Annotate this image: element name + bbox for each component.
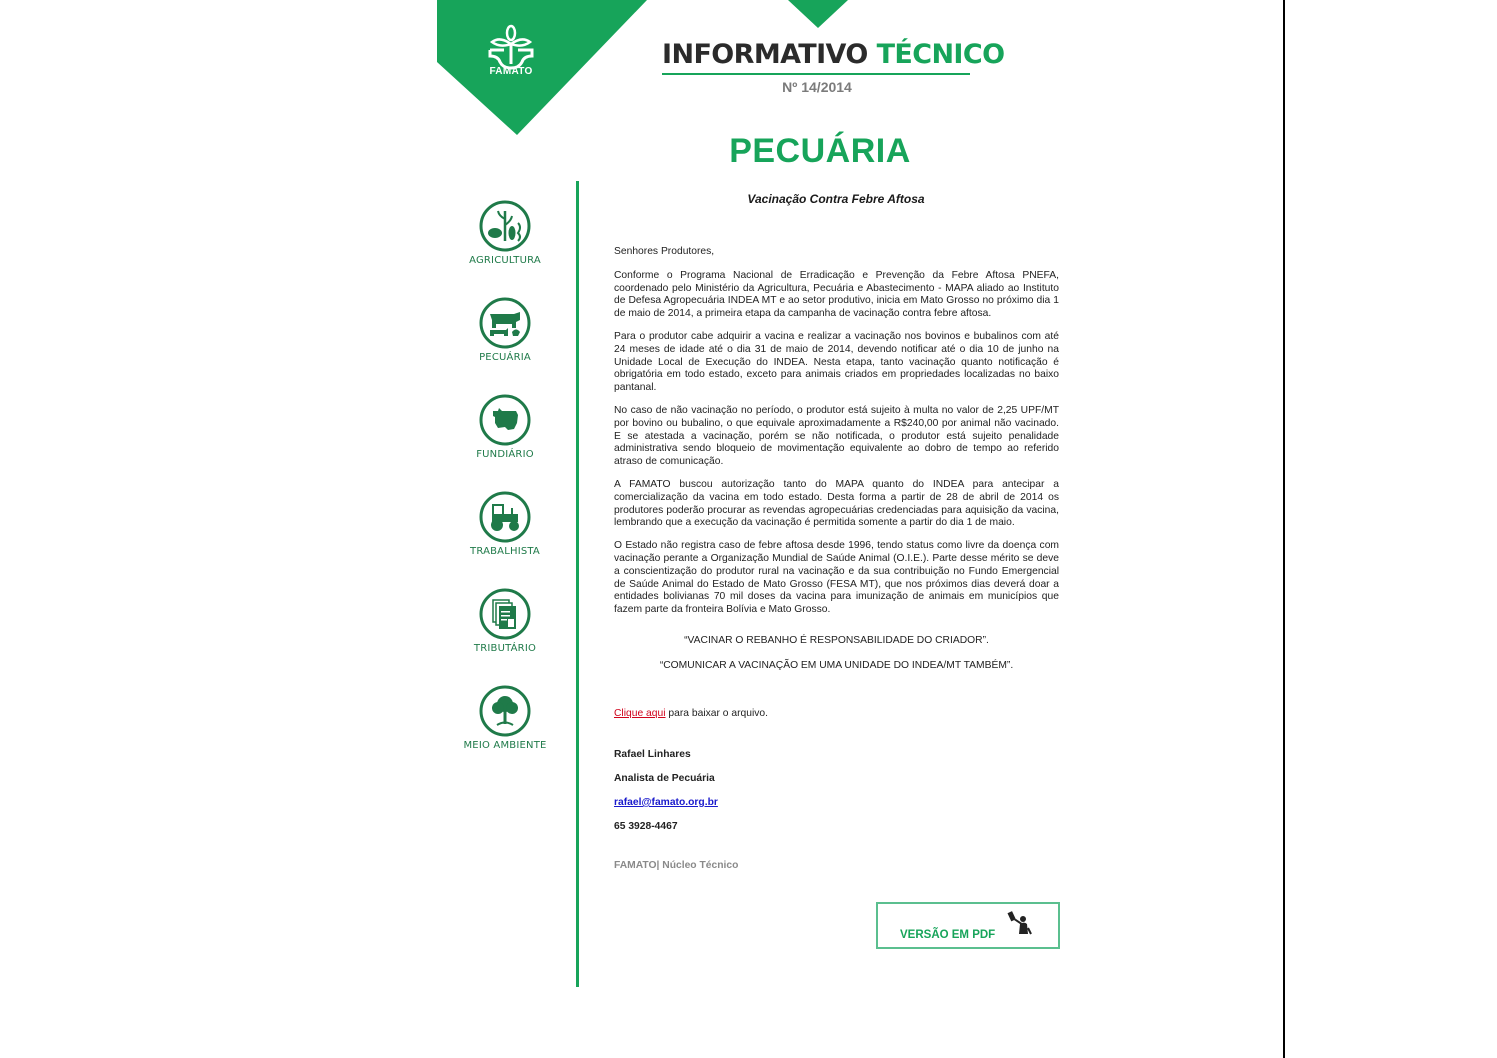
livestock-icon	[478, 296, 532, 350]
pdf-version-button[interactable]	[876, 902, 1060, 949]
sidebar-item-pecuaria[interactable]	[450, 296, 560, 363]
sidebar-label: MEIO AMBIENTE	[463, 740, 547, 751]
download-line	[614, 708, 1059, 721]
pdf-button-label: VERSÃO EM PDF	[900, 929, 996, 941]
quote: “VACINAR O REBANHO É RESPONSABILIDADE DO CRIADOR”.	[684, 634, 989, 646]
author-role: Analista de Pecuária	[614, 773, 715, 785]
sidebar-item-trabalhista[interactable]	[450, 490, 560, 557]
page-edge-rule	[1283, 0, 1285, 1058]
documents-icon	[478, 587, 532, 641]
author-email-link[interactable]: rafael@famato.org.br	[614, 796, 718, 808]
masthead-title	[662, 38, 1005, 72]
sidebar-item-agricultura[interactable]	[450, 199, 560, 266]
paragraph: No caso de não vacinação no período, o produtor está sujeito à multa no valor de 2,25 UPF/MT por bovino ou bubalino, o que equivale aproximadamente a R$240,00 por animal não vacinado. E se atestada a vacinação, porém se não notificada, o produtor está sujeito penalidade administrativa sendo bloqueio de movimentação equivalente ao dobro de tempo ao referido atraso de comunicação.	[614, 404, 1059, 468]
sidebar-item-tributario[interactable]	[450, 587, 560, 654]
paragraph: A FAMATO buscou autorização tanto do MAPA quanto do INDEA para antecipar a comercialização da vacina em todo estado. Desta forma a partir de 28 de abril de 2014 os produtores poderão procurar as revendas agropecuárias credenciadas para aquisição da vacina, lembrando que a execução da vacinação é permitida somente a partir do dia 1 de maio.	[614, 478, 1059, 529]
sidebar-label: PECUÁRIA	[479, 352, 531, 363]
green-divider	[576, 181, 579, 987]
tree-icon	[478, 684, 532, 738]
masthead-part2: TÉCNICO	[876, 39, 1005, 70]
agriculture-icon	[478, 199, 532, 253]
sidebar-label: TRABALHISTA	[470, 546, 540, 557]
greeting: Senhores Produtores,	[614, 246, 715, 257]
sidebar-label: AGRICULTURA	[469, 255, 541, 266]
sidebar-label: TRIBUTÁRIO	[473, 643, 537, 654]
article-subtitle: Vacinação Contra Febre Aftosa	[747, 192, 925, 206]
footer-note: FAMATO| Núcleo Técnico	[614, 859, 739, 871]
logo-text: FAMATO	[489, 66, 533, 77]
download-link[interactable]: Clique aqui	[614, 707, 666, 719]
quote: “COMUNICAR A VACINAÇÃO EM UMA UNIDADE DO INDEA/MT TAMBÉM”.	[659, 659, 1014, 671]
sidebar-item-meio-ambiente[interactable]	[450, 684, 560, 751]
author-phone: 65 3928-4467	[614, 820, 678, 832]
sidebar-label: FUNDIÁRIO	[476, 449, 534, 460]
header-small-triangle	[788, 0, 848, 28]
section-title: PECUÁRIA	[729, 132, 911, 170]
tractor-icon	[478, 490, 532, 544]
issue-number: Nº 14/2014	[782, 79, 852, 95]
person-reading-icon	[1006, 910, 1034, 938]
masthead-part1: INFORMATIVO	[662, 39, 868, 70]
sidebar-item-fundiario[interactable]	[450, 393, 560, 460]
masthead	[662, 38, 1005, 95]
paragraph: Para o produtor cabe adquirir a vacina e realizar a vacinação nos bovinos e bubalinos com até 24 meses de idade até o dia 31 de maio de 2014, devendo notificar até o dia 10 de junho na Unidade Local de Execução do INDEA. Nesta etapa, tanto vacinação quanto notificação é obrigatória em todo estado, exceto para animais criados em propriedades localizadas no baixo pantanal.	[614, 330, 1059, 394]
quotes	[614, 635, 1059, 673]
land-map-icon	[478, 393, 532, 447]
download-text: para baixar o arquivo.	[665, 707, 768, 719]
masthead-underline	[662, 73, 970, 75]
paragraph: Conforme o Programa Nacional de Erradicação e Prevenção da Febre Aftosa PNEFA, coordenado pelo Ministério da Agricultura, Pecuária e Abastecimento - MAPA aliado ao Instituto de Defesa Agropecuária INDEA MT e ao setor produtivo, inicia em Mato Grosso no próximo dia 1 de maio de 2014, a primeira etapa da campanha de vacinação contra febre aftosa.	[614, 269, 1059, 320]
author-name: Rafael Linhares	[614, 749, 691, 761]
paragraph: O Estado não registra caso de febre aftosa desde 1996, tendo status como livre da doença com vacinação perante a Organização Mundial de Saúde Animal (O.I.E.). Parte desse mérito se deve a conscientização do produtor rural na vacinação e da sua contribuição no Fundo Emergencial de Saúde Animal do Estado de Mato Grosso (FESA MT), que nos próximos dias deverá doar a entidades bolivianas 70 mil doses da vacina para imunização de animais em municípios que fazem parte da fronteira Bolívia e Mato Grosso.	[614, 540, 1059, 616]
article-body	[614, 246, 1059, 883]
